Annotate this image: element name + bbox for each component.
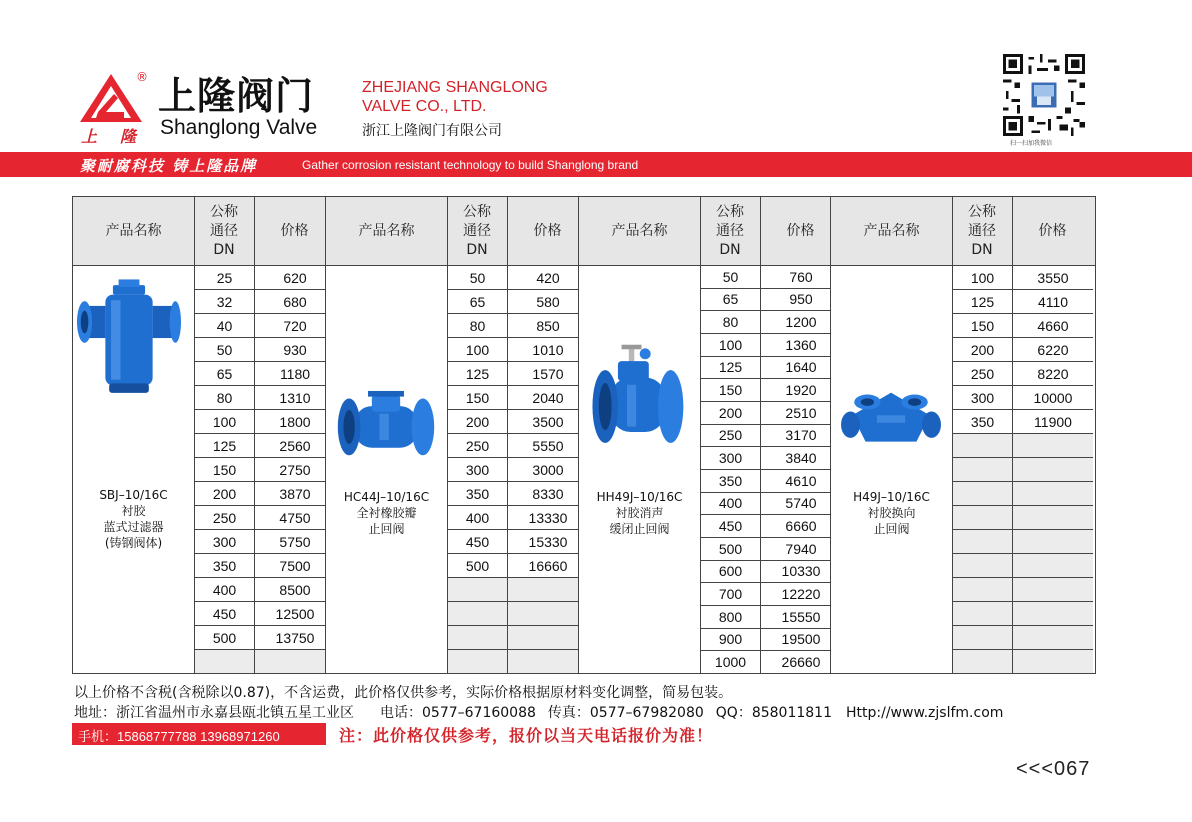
header-product: 产品名称 [863,222,920,239]
product-label [831,489,952,537]
dn-cell: 250 [195,506,254,530]
dn-cell: 350 [953,410,1012,434]
price-cell: 1310 [255,386,335,410]
price-cell: 1010 [508,338,588,362]
dn-cell: 80 [701,311,760,334]
price-cell: 5740 [761,493,841,516]
dn-cell: 80 [448,314,507,338]
price-cell: 1200 [761,311,841,334]
dn-cell [953,650,1012,674]
dn-cell: 250 [701,425,760,448]
dn-cell [953,530,1012,554]
silent-check-valve-icon [587,342,695,467]
price-cell: 4610 [761,470,841,493]
price-cell: 3550 [1013,266,1093,290]
dn-cell: 350 [195,554,254,578]
price-cell: 26660 [761,651,841,674]
price-cell: 10000 [1013,386,1093,410]
dn-cell: 150 [953,314,1012,338]
table-header [579,197,843,266]
dn-cell: 500 [701,538,760,561]
price-cell: 4660 [1013,314,1093,338]
price-cell: 1800 [255,410,335,434]
price-cell: 1640 [761,357,841,380]
dn-cell: 300 [195,530,254,554]
product-label [579,489,700,537]
product-label-line: 全衬橡胶瓣 [356,506,417,520]
dn-cell [195,650,254,674]
brand-name-en: Shanglong Valve [160,116,318,139]
wechat-qr-code-icon[interactable] [1001,54,1087,136]
dn-cell: 65 [448,290,507,314]
dn-cell: 50 [448,266,507,290]
dn-cell: 800 [701,606,760,629]
dn-cell: 450 [195,602,254,626]
slogan-cn: 聚耐腐科技 铸上隆品牌 [80,157,258,175]
header-dn-cell [447,197,507,265]
dn-cell: 125 [953,290,1012,314]
company-name-en-line2: VALVE CO., LTD. [362,98,487,115]
dn-cell: 150 [195,458,254,482]
logo-char-long: 隆 [120,127,137,146]
header-product: 产品名称 [611,222,668,239]
swing-check-valve-icon [334,387,442,467]
price-cell: 15330 [508,530,588,554]
price-cell: 13750 [255,626,335,650]
price-cell [508,602,588,626]
price-cell: 3000 [508,458,588,482]
dn-cell: 1000 [701,651,760,674]
company-name-cn: 浙江上隆阀门有限公司 [362,123,502,139]
dn-cell: 40 [195,314,254,338]
dn-cell: 600 [701,561,760,584]
dn-cell [448,626,507,650]
dn-cell: 250 [953,362,1012,386]
price-cell: 2560 [255,434,335,458]
address-text: 地址：浙江省温州市永嘉县瓯北镇五星工业区 [74,705,354,721]
price-table-4 [830,196,1096,674]
product-label-line: SBJ–10/16C [99,488,168,502]
dn-cell: 125 [701,357,760,380]
price-cell [508,578,588,602]
price-table-1 [72,196,338,674]
qq-text: QQ：858011811 [715,705,832,721]
price-cell: 680 [255,290,335,314]
price-cell: 11900 [1013,410,1093,434]
price-table-2 [325,196,591,674]
dn-cell: 400 [701,493,760,516]
dn-cell: 200 [953,338,1012,362]
price-cell: 5550 [508,434,588,458]
dn-cell: 900 [701,629,760,652]
product-label-line: H49J–10/16C [853,490,930,504]
price-cell: 6220 [1013,338,1093,362]
dn-cell: 150 [448,386,507,410]
product-label-line: 衬胶 [121,504,146,518]
price-cell: 6660 [761,515,841,538]
header-price-cell [507,197,588,265]
price-cell: 3870 [255,482,335,506]
dn-cell: 500 [195,626,254,650]
price-cell: 10330 [761,561,841,584]
dn-cell: 700 [701,583,760,606]
header-product-cell [579,197,700,265]
tel-text: 电话：0577–67160088 [380,705,536,721]
dn-cell: 100 [195,410,254,434]
price-cell: 8330 [508,482,588,506]
dn-cell [448,650,507,674]
dn-cell: 300 [701,447,760,470]
dn-cell: 200 [701,402,760,425]
price-cell: 1570 [508,362,588,386]
price-cell: 930 [255,338,335,362]
website-link[interactable]: Http://www.zjslfm.com [846,705,1004,721]
registered-mark: ® [136,70,148,84]
contact-line [74,702,1003,722]
price-cell: 12500 [255,602,335,626]
dn-cell: 400 [195,578,254,602]
dn-cell: 65 [195,362,254,386]
fax-text: 传真：0577–67982080 [547,705,704,721]
price-cell: 8500 [255,578,335,602]
dn-cell: 100 [953,266,1012,290]
price-table-3 [578,196,844,674]
price-cell: 5750 [255,530,335,554]
price-cell: 13330 [508,506,588,530]
dn-cell [953,458,1012,482]
price-cell: 3170 [761,425,841,448]
dn-cell: 300 [953,386,1012,410]
dn-cell [953,482,1012,506]
price-cell: 2040 [508,386,588,410]
price-cell [1013,482,1093,506]
header-price-cell [254,197,335,265]
dn-cell [953,602,1012,626]
header-dn: 公称 通径 DN [210,203,238,258]
dn-cell: 200 [448,410,507,434]
dn-cell: 300 [448,458,507,482]
price-cell: 2750 [255,458,335,482]
price-cell: 12220 [761,583,841,606]
price-cell: 1920 [761,379,841,402]
product-label-line: 蓝式过滤器 [103,520,164,534]
product-label-line: 缓闭止回阀 [609,522,670,536]
header-price: 价格 [786,222,815,239]
header-price: 价格 [1038,222,1067,239]
header-price-cell [760,197,841,265]
price-cell: 4750 [255,506,335,530]
product-label-line: 衬胶换向 [867,506,916,520]
header-product-cell [831,197,952,265]
header-dn: 公称 通径 DN [463,203,491,258]
product-label-line: HH49J–10/16C [596,490,683,504]
table-header [73,197,337,266]
price-cell: 15550 [761,606,841,629]
dn-cell: 250 [448,434,507,458]
dn-cell: 200 [195,482,254,506]
dn-cell: 50 [701,266,760,289]
header-product: 产品名称 [105,222,162,239]
dn-cell: 125 [195,434,254,458]
header-product-cell [73,197,194,265]
slogan-en: Gather corrosion resistant technology to build Shanglong brand [302,158,639,172]
price-cell: 7940 [761,538,841,561]
header-product-cell [326,197,447,265]
qr-caption: 扫一扫加我微信 [1010,140,1053,147]
dn-cell [953,506,1012,530]
price-cell [1013,578,1093,602]
brand-name-cn: 上隆阀门 [158,74,315,118]
diverter-check-valve-icon [839,387,947,457]
price-cell: 2510 [761,402,841,425]
product-label-line: 衬胶消声 [615,506,664,520]
price-cell: 620 [255,266,335,290]
price-cell [1013,650,1093,674]
price-cell: 7500 [255,554,335,578]
header-price: 价格 [533,222,562,239]
table-header [831,197,1095,266]
dn-cell: 350 [701,470,760,493]
header-price: 价格 [280,222,309,239]
dn-cell: 450 [701,515,760,538]
dn-cell [953,626,1012,650]
price-cell [508,626,588,650]
dn-cell: 80 [195,386,254,410]
price-cell: 760 [761,266,841,289]
header-price-cell [1012,197,1093,265]
price-cell: 3840 [761,447,841,470]
price-cell [1013,434,1093,458]
price-cell: 1360 [761,334,841,357]
price-cell: 580 [508,290,588,314]
page-number: <<<067 [1016,758,1091,780]
table-header [326,197,590,266]
price-cell [1013,458,1093,482]
dn-cell: 450 [448,530,507,554]
dn-cell [448,578,507,602]
dn-cell [953,554,1012,578]
logo-char-shang: 上 [81,127,98,146]
price-cell: 4110 [1013,290,1093,314]
dn-cell: 65 [701,289,760,312]
dn-cell: 125 [448,362,507,386]
header-dn-cell [700,197,760,265]
product-label-line: HC44J–10/16C [343,490,430,504]
price-cell: 16660 [508,554,588,578]
basket-strainer-icon [77,277,191,407]
company-name-en-line1: ZHEJIANG SHANGLONG [362,79,548,96]
price-cell: 8220 [1013,362,1093,386]
dn-cell [448,602,507,626]
dn-cell: 100 [448,338,507,362]
price-cell [1013,530,1093,554]
price-cell: 3500 [508,410,588,434]
price-cell: 950 [761,289,841,312]
price-cell [1013,602,1093,626]
price-cell [255,650,335,674]
price-cell: 420 [508,266,588,290]
header-dn: 公称 通径 DN [716,203,744,258]
price-note: 以上价格不含税(含税除以0.87)，不含运费，此价格仅供参考，实际价格根据原材料变化调整，简易包装。 [74,685,733,701]
header-dn: 公称 通径 DN [968,203,996,258]
product-label [73,487,194,551]
price-cell [1013,554,1093,578]
dn-cell: 150 [701,379,760,402]
header-dn-cell [194,197,254,265]
dn-cell: 400 [448,506,507,530]
company-name-en [362,78,548,116]
product-label-line: (铸钢阀体) [104,536,163,550]
price-cell [1013,626,1093,650]
header-dn-cell [952,197,1012,265]
product-label-line: 止回阀 [873,522,910,536]
product-label-line: 止回阀 [368,522,405,536]
price-cell [508,650,588,674]
dn-cell: 100 [701,334,760,357]
price-cell: 850 [508,314,588,338]
dn-cell: 350 [448,482,507,506]
mobile-numbers[interactable]: 手机：15868777788 13968971260 [78,729,280,744]
product-label [326,489,447,537]
price-cell [1013,506,1093,530]
dn-cell [953,578,1012,602]
price-cell: 720 [255,314,335,338]
price-warning: 注：此价格仅供参考，报价以当天电话报价为准！ [339,726,714,745]
price-cell: 19500 [761,629,841,652]
dn-cell: 500 [448,554,507,578]
dn-cell: 32 [195,290,254,314]
header-product: 产品名称 [358,222,415,239]
price-cell: 1180 [255,362,335,386]
dn-cell: 50 [195,338,254,362]
dn-cell [953,434,1012,458]
dn-cell: 25 [195,266,254,290]
